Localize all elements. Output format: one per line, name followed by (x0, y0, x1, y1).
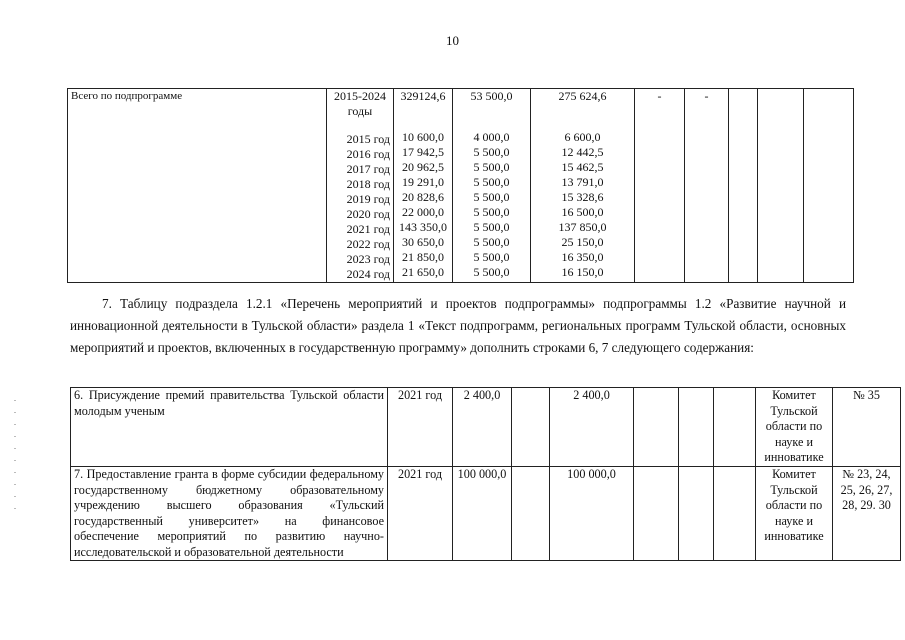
measure-year: 2021 год (388, 467, 453, 561)
measures-table (70, 387, 901, 561)
measure-executor: Комитет Тульской области по науке и инноватике (756, 388, 833, 467)
table-row (71, 467, 901, 561)
year-regional-value: 15 328,6 (561, 190, 604, 204)
year-label: 2022 год (346, 237, 390, 251)
total-cell (394, 89, 453, 283)
measure-indicators: № 23, 24, 25, 26, 27, 28, 29. 30 (833, 467, 901, 561)
regional-cell (531, 89, 635, 283)
year-total: 143 350,0 (399, 220, 447, 234)
empty-cell (679, 467, 714, 561)
year-label: 2016 год (346, 147, 390, 161)
year-federal-value: 4 000,0 (473, 130, 510, 144)
year-federal (456, 130, 527, 280)
measure-description: 6. Присуждение премий правительства Тульской области молодым ученым (71, 388, 388, 467)
year-federal-value: 5 500,0 (473, 175, 510, 189)
empty-cell (729, 89, 758, 283)
year-regional-value: 13 791,0 (561, 175, 604, 189)
empty-cell (804, 89, 854, 283)
year-label: 2024 год (346, 267, 390, 281)
year-total: 10 600,0 (402, 130, 444, 144)
measure-total: 100 000,0 (453, 467, 512, 561)
dash-cell-2 (685, 89, 729, 283)
year-regional-value: 16 150,0 (561, 265, 604, 279)
measure-regional: 2 400,0 (550, 388, 634, 467)
year-list (330, 132, 390, 282)
empty-cell (512, 388, 550, 467)
year-label: 2021 год (346, 222, 390, 236)
year-federal-value: 5 500,0 (473, 235, 510, 249)
measure-indicators: № 35 (833, 388, 901, 467)
empty-cell (714, 388, 756, 467)
year-totals (397, 130, 449, 280)
measure-executor: Комитет Тульской области по науке и инноватике (756, 467, 833, 561)
year-federal-value: 5 500,0 (473, 160, 510, 174)
year-regional-value: 25 150,0 (561, 235, 604, 249)
year-total: 17 942,5 (402, 145, 444, 159)
year-regional (534, 130, 631, 280)
summary-total: 329124,6 (400, 89, 446, 103)
empty-cell (714, 467, 756, 561)
year-federal-value: 5 500,0 (473, 220, 510, 234)
year-label: 2019 год (346, 192, 390, 206)
empty-cell (512, 467, 550, 561)
table-row (71, 388, 901, 467)
year-total: 20 828,6 (402, 190, 444, 204)
year-regional-value: 6 600,0 (564, 130, 601, 144)
year-federal-value: 5 500,0 (473, 190, 510, 204)
subprogram-total-table (67, 88, 854, 283)
period-line2: годы (347, 104, 373, 118)
measure-regional: 100 000,0 (550, 467, 634, 561)
period-line1: 2015-2024 (334, 89, 386, 103)
year-regional-value: 137 850,0 (558, 220, 607, 234)
amendment-paragraph (70, 293, 846, 359)
year-label: 2018 год (346, 177, 390, 191)
year-label: 2020 год (346, 207, 390, 221)
year-federal-value: 5 500,0 (473, 250, 510, 264)
federal-cell (453, 89, 531, 283)
year-regional-value: 12 442,5 (561, 145, 604, 159)
year-total: 22 000,0 (402, 205, 444, 219)
summary-regional: 275 624,6 (558, 89, 607, 103)
page-number: 10 (446, 33, 459, 48)
year-total: 21 850,0 (402, 250, 444, 264)
year-regional-value: 16 350,0 (561, 250, 604, 264)
year-total: 30 650,0 (402, 235, 444, 249)
dash-cell-1 (635, 89, 685, 283)
summary-label: Всего по подпрограмме (68, 89, 327, 283)
measure-total: 2 400,0 (453, 388, 512, 467)
summary-federal: 53 500,0 (470, 89, 513, 103)
measure-description: 7. Предоставление гранта в форме субсидии федеральному государственному бюджетному образовательному учреждению высшего образования «Тульский государственный университет» на финансовое обеспечение мероприятий по развитию научно-исследовательской и образовательной деятельности (71, 467, 388, 561)
summary-row (68, 89, 854, 283)
empty-cell (634, 467, 679, 561)
year-label: 2017 год (346, 162, 390, 176)
year-label: 2023 год (346, 252, 390, 266)
year-total: 19 291,0 (402, 175, 444, 189)
period-cell (327, 89, 394, 283)
year-federal-value: 5 500,0 (473, 265, 510, 279)
dash-1: - (657, 89, 662, 103)
year-label: 2015 год (346, 132, 390, 146)
dash-2: - (704, 89, 709, 103)
year-total: 21 650,0 (402, 265, 444, 279)
year-federal-value: 5 500,0 (473, 145, 510, 159)
year-federal-value: 5 500,0 (473, 205, 510, 219)
scan-artifact-dots (14, 400, 16, 520)
paragraph-text: 7. Таблицу подраздела 1.2.1 «Перечень мероприятий и проектов подпрограммы» подпрограммы 1.2 «Развитие научной и инновационной деятельности в Тульской области» раздела 1 «Текст подпрограмм, региональных программ Тульской области, основных мероприятий и проектов, включенных в государственную программу» дополнить строками 6, 7 следующего содержания: (70, 296, 846, 355)
year-regional-value: 16 500,0 (561, 205, 604, 219)
empty-cell (634, 388, 679, 467)
measure-year: 2021 год (388, 388, 453, 467)
year-regional-value: 15 462,5 (561, 160, 604, 174)
year-total: 20 962,5 (402, 160, 444, 174)
empty-cell (758, 89, 804, 283)
empty-cell (679, 388, 714, 467)
